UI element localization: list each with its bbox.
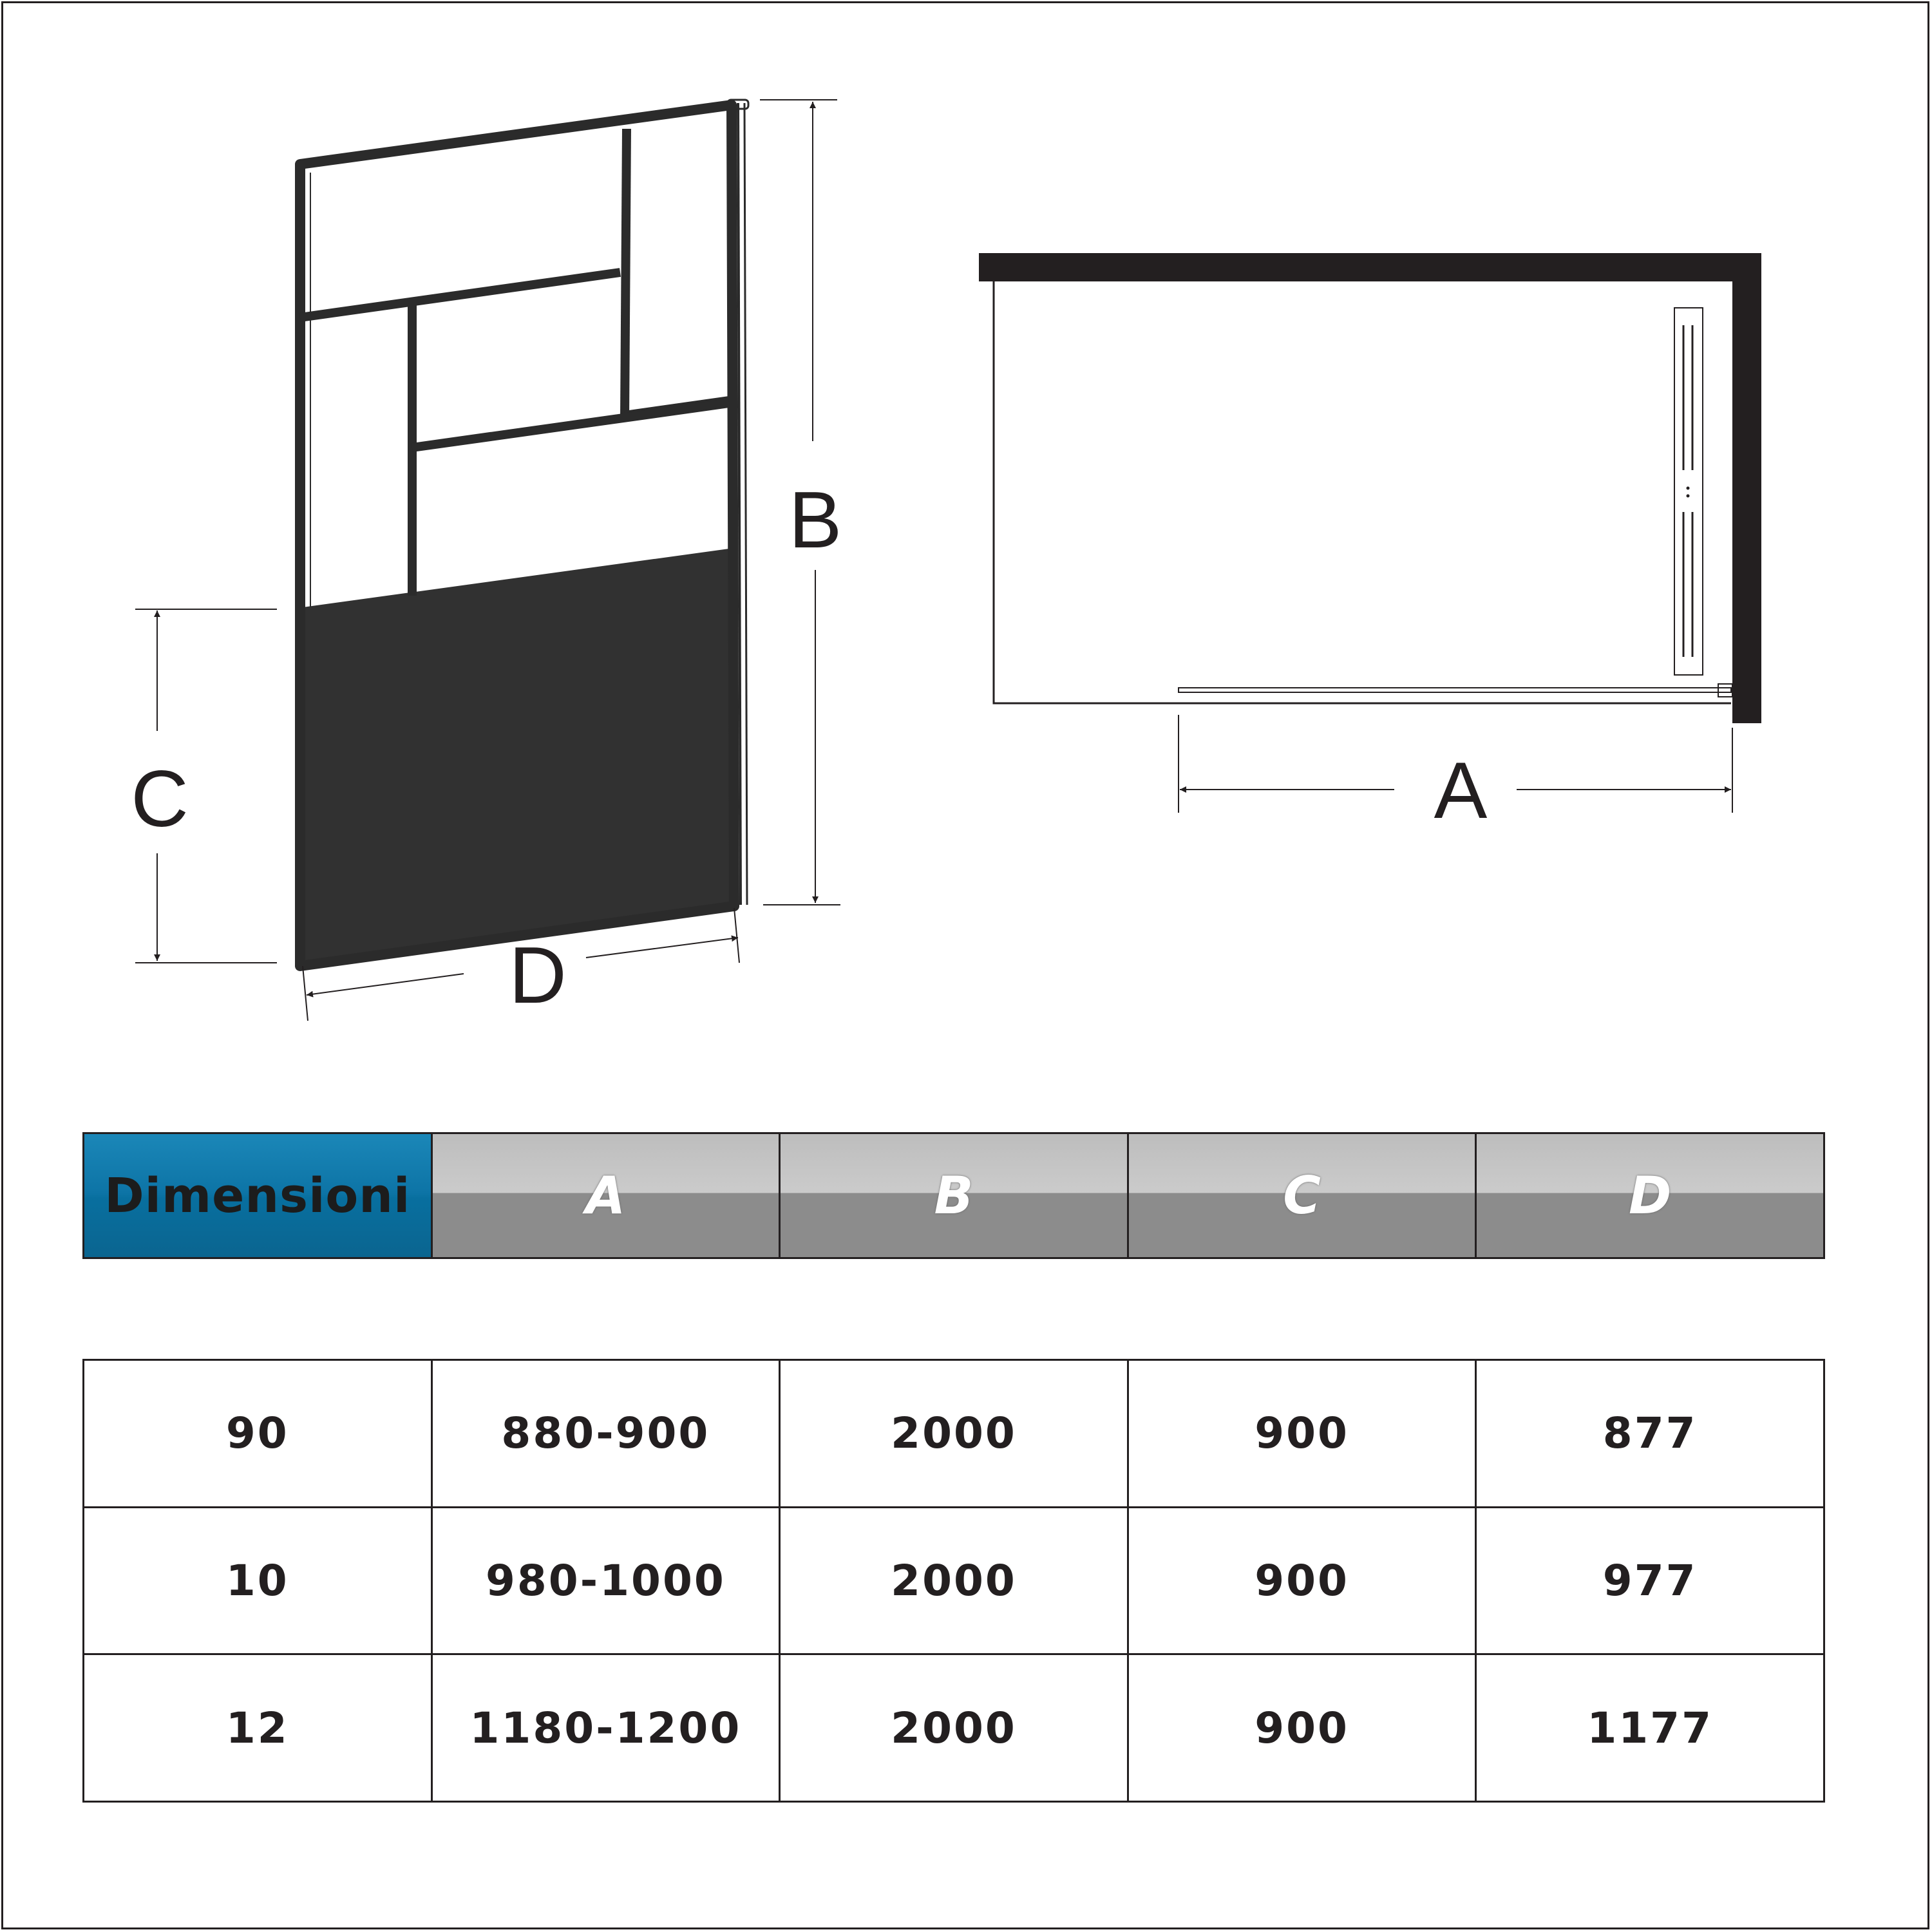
panel-dark-glass — [303, 549, 733, 964]
table-cell: 880-900 — [433, 1361, 781, 1508]
glass-panel-plan — [1179, 688, 1731, 692]
shower-tray-outline — [994, 281, 1731, 703]
drain-channel — [1674, 308, 1703, 675]
header-d: D — [1475, 1134, 1823, 1257]
table-cell: 2000 — [781, 1508, 1129, 1656]
header-a: A — [431, 1134, 779, 1257]
label-d: D — [509, 931, 567, 1020]
header-dimensioni: Dimensioni — [84, 1134, 431, 1257]
table-cell: 980-1000 — [433, 1508, 781, 1656]
label-a: A — [1434, 746, 1488, 835]
table-cell: 900 — [1129, 1361, 1477, 1508]
table-cell: 2000 — [781, 1361, 1129, 1508]
table-cell: 12 — [84, 1655, 433, 1803]
table-cell: 10 — [84, 1508, 433, 1656]
table-cell: 1177 — [1477, 1655, 1825, 1803]
dimensions-header-row — [82, 1132, 1825, 1259]
table-cell: 900 — [1129, 1508, 1477, 1656]
table-cell: 900 — [1129, 1655, 1477, 1803]
label-c: C — [131, 755, 189, 844]
table-cell: 977 — [1477, 1508, 1825, 1656]
label-b: B — [788, 476, 842, 565]
shower-plan-view — [979, 253, 1761, 835]
header-c: C — [1127, 1134, 1475, 1257]
table-cell: 2000 — [781, 1655, 1129, 1803]
wall-l-shape — [979, 253, 1761, 723]
table-cell: 90 — [84, 1361, 433, 1508]
table-cell: 1180-1200 — [433, 1655, 781, 1803]
panel-grid-bars — [300, 129, 729, 596]
header-b: B — [779, 1134, 1127, 1257]
table-cell: 877 — [1477, 1361, 1825, 1508]
dimensions-table — [82, 1359, 1825, 1803]
shower-panel-elevation — [131, 100, 842, 1021]
